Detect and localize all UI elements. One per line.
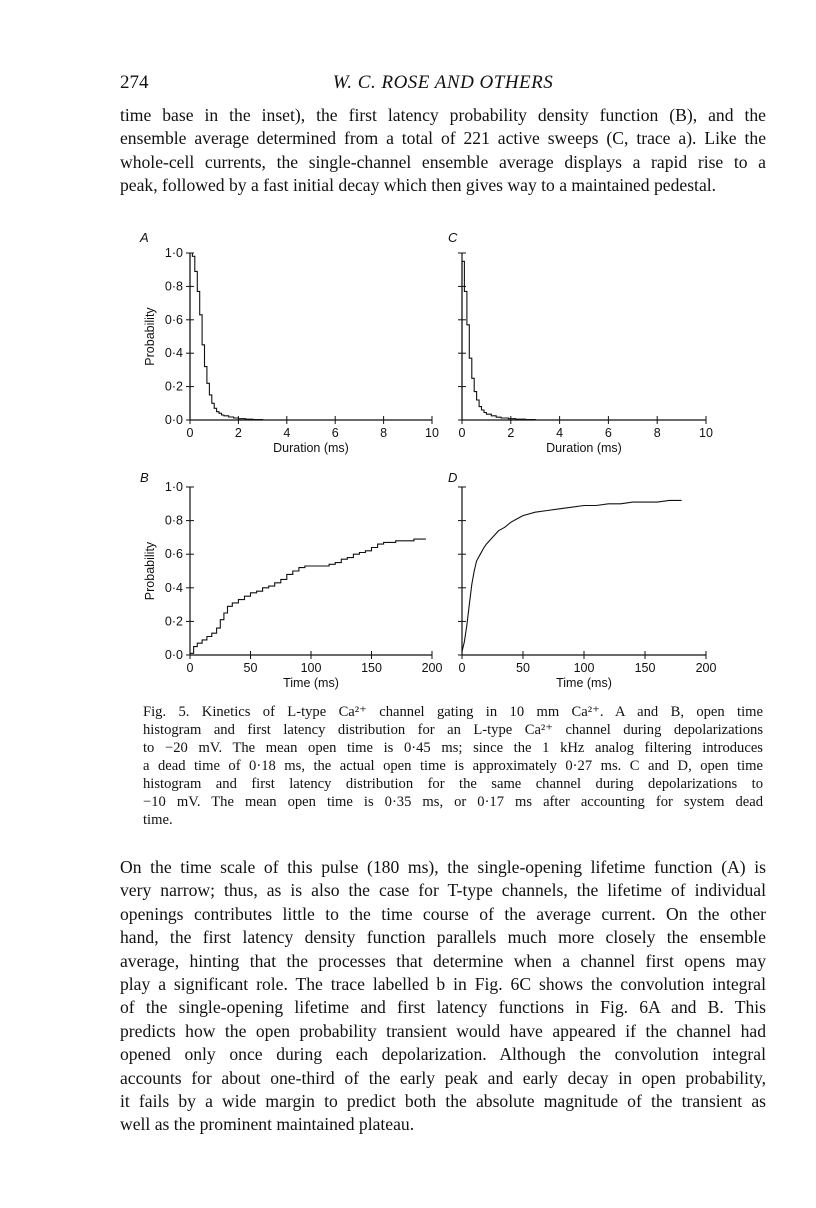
x-tick-label-d: 50 [516, 661, 530, 675]
x-tick-label-c: 8 [653, 426, 661, 440]
page-number: 274 [120, 72, 149, 93]
x-tick-label-d: 150 [634, 661, 656, 675]
caption-line: Fig. 5. Kinetics of L-type Ca²⁺ channel gating in 10 mm Ca²⁺. A and B, open time [143, 704, 763, 720]
caption-line: −10 mV. The mean open time is 0·35 ms, or 0·17 ms after accounting for system dead [143, 794, 763, 810]
y-tick-label-a: 0·8 [164, 279, 183, 294]
x-tick-label-a: 6 [331, 426, 339, 440]
caption-line: histogram and first latency distribution for the same channel during depolarizations to [143, 776, 763, 792]
data-trace-d [462, 500, 682, 651]
x-tick-label-b: 150 [361, 661, 382, 675]
x-axis-label-b: Time (ms) [283, 676, 339, 690]
text-line: play a significant role. The trace labelled b in Fig. 6C shows the convolution integral [120, 974, 766, 995]
x-tick-label-b: 0 [186, 661, 194, 675]
y-tick-label-a: 0·0 [164, 413, 183, 427]
x-tick-label-a: 2 [234, 426, 242, 440]
running-title: W. C. ROSE AND OTHERS [332, 72, 554, 93]
figure-caption [143, 703, 763, 829]
text-line: ensemble average determined from a total of 221 active sweeps (C, trace a). Like the [120, 128, 766, 149]
x-tick-label-a: 8 [380, 426, 388, 440]
y-axis-label-b: Probability [143, 541, 157, 601]
x-tick-label-b: 100 [300, 661, 322, 675]
x-tick-label-d: 200 [695, 661, 717, 675]
y-tick-label-b: 0·0 [164, 648, 183, 662]
x-axis-label-c: Duration (ms) [546, 441, 622, 455]
caption-line: histogram and first latency distribution for an L-type Ca²⁺ channel during depolarizations [143, 722, 763, 738]
panel-label-a: A [140, 230, 149, 245]
text-line: On the time scale of this pulse (180 ms), the single-opening lifetime function (A) is [120, 857, 766, 877]
panel-label-d: D [448, 470, 458, 485]
x-tick-label-a: 10 [425, 426, 439, 440]
caption-line: a dead time of 0·18 ms, the actual open time is approximately 0·27 ms. C and D, open time [143, 758, 763, 774]
text-line: well as the prominent maintained plateau. [120, 1114, 415, 1135]
caption-line: time. [143, 812, 173, 828]
data-trace-c [462, 261, 706, 420]
x-tick-label-b: 50 [243, 661, 258, 675]
x-tick-label-b: 200 [421, 661, 443, 675]
text-line: it fails by a wide margin to predict both the absolute magnitude of the transient as [120, 1091, 766, 1112]
x-tick-label-c: 0 [458, 426, 466, 440]
x-tick-label-c: 2 [507, 426, 515, 440]
text-line: predicts how the open probability transient would have appeared if the channel had [120, 1020, 766, 1041]
text-line: peak, followed by a fast initial decay which then gives way to a maintained pedestal. [120, 175, 717, 196]
panel-label-b: B [140, 470, 149, 485]
text-line: accounts for about one-third of the early peak and early decay in open probability, [120, 1067, 766, 1088]
y-tick-label-b: 0·2 [164, 614, 183, 629]
y-tick-label-a: 0·6 [164, 312, 183, 327]
intro-paragraph [120, 104, 766, 198]
y-tick-label-a: 0·4 [164, 346, 183, 361]
x-tick-label-d: 100 [573, 661, 595, 675]
y-tick-label-a: 0·2 [164, 379, 183, 394]
figure-5 [130, 228, 730, 700]
y-tick-label-b: 1·0 [164, 480, 183, 494]
text-line: very narrow; thus, as is also the case for T-type channels, the lifetime of individual [120, 880, 766, 901]
x-tick-label-c: 10 [699, 426, 713, 440]
panel-label-c: C [448, 230, 458, 245]
data-trace-a [190, 253, 432, 420]
text-line: of the single-opening lifetime and first latency functions in Fig. 6A and B. This [120, 997, 766, 1018]
y-tick-label-b: 0·6 [164, 547, 183, 562]
x-tick-label-d: 0 [458, 661, 466, 675]
y-tick-label-b: 0·4 [164, 580, 183, 595]
data-trace-b [190, 539, 426, 653]
x-axis-label-d: Time (ms) [556, 676, 612, 690]
text-line: opened only once during each depolarization. Although the convolution integral [120, 1044, 766, 1065]
x-tick-label-c: 4 [556, 426, 564, 440]
text-line: whole-cell currents, the single-channel ensemble average displays a rapid rise to a [120, 151, 766, 172]
text-line: average, hinting that the processes that determine when a channel first opens may [120, 950, 766, 971]
y-tick-label-a: 1·0 [164, 246, 183, 260]
page-header [120, 72, 766, 96]
caption-line: to −20 mV. The mean open time is 0·45 ms; since the 1 kHz analog filtering introduces [143, 740, 763, 756]
x-tick-label-a: 4 [283, 426, 291, 440]
text-line: hand, the first latency density function parallels much more closely the ensemble [120, 927, 766, 948]
y-axis-label-a: Probability [143, 307, 157, 366]
text-line: time base in the inset), the first latency probability density function (B), and the [120, 105, 766, 125]
body-paragraph [120, 856, 766, 1137]
x-tick-label-a: 0 [186, 426, 194, 440]
text-line: openings contributes little to the time course of the average current. On the other [120, 903, 766, 924]
x-axis-label-a: Duration (ms) [273, 441, 349, 455]
y-tick-label-b: 0·8 [164, 513, 183, 528]
x-tick-label-c: 6 [604, 426, 612, 440]
